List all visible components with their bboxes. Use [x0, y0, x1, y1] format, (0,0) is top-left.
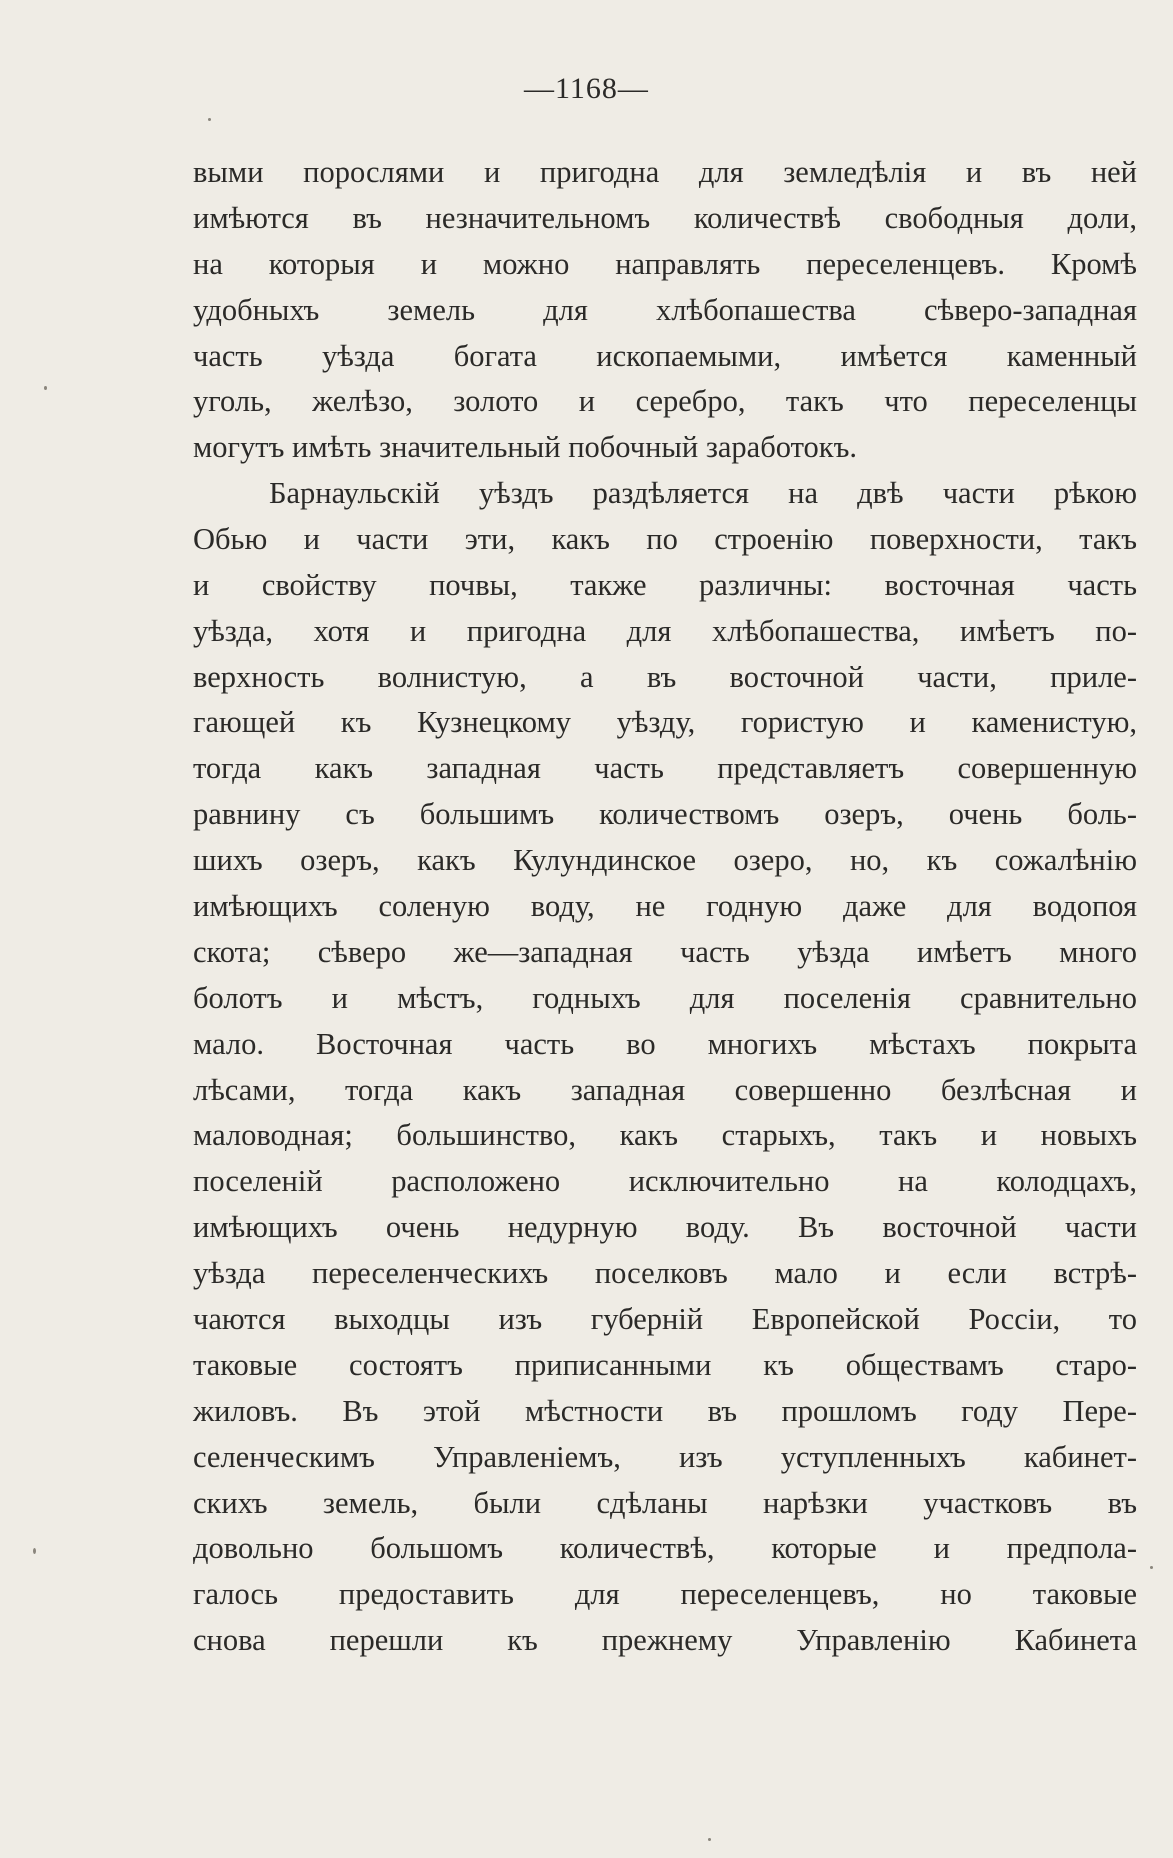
text-line: Обью и части эти, какъ по строенію поверхности, такъ: [193, 521, 1137, 556]
text-line: уѣзда переселенческихъ поселковъ мало и если встрѣ-: [193, 1256, 1137, 1291]
paragraph-2: [193, 471, 1137, 1664]
text-line: довольно большомъ количествѣ, которые и предпола-: [193, 1531, 1137, 1566]
text-line: на которыя и можно направлять переселенцевъ. Кромѣ: [193, 246, 1137, 281]
text-line: и свойству почвы, также различны: восточная часть: [193, 567, 1137, 602]
text-line: шихъ озеръ, какъ Кулундинское озеро, но, къ сожалѣнію: [193, 843, 1137, 878]
text-line: верхность волнистую, а въ восточной части, приле-: [193, 659, 1137, 694]
text-line: жиловъ. Въ этой мѣстности въ прошломъ году Пере-: [193, 1393, 1137, 1428]
text-line: имѣющихъ очень недурную воду. Въ восточной части: [193, 1210, 1137, 1245]
text-line: равнину съ большимъ количествомъ озеръ, очень боль-: [193, 797, 1137, 832]
text-line: имѣющихъ соленую воду, не годную даже для водопоя: [193, 889, 1137, 924]
text-line: могутъ имѣть значительный побочный заработокъ.: [193, 430, 857, 465]
text-line: мало. Восточная часть во многихъ мѣстахъ покрыта: [193, 1026, 1137, 1061]
paper-speck: [708, 1838, 711, 1841]
text-line: чаются выходцы изъ губерній Европейской Россіи, то: [193, 1302, 1137, 1337]
text-line: уѣзда, хотя и пригодна для хлѣбопашества, имѣетъ по-: [193, 613, 1137, 648]
page-number: —1168—: [524, 72, 649, 105]
paper-speck: [44, 386, 47, 390]
text-line: таковые состоятъ приписанными къ обществамъ старо-: [193, 1347, 1137, 1382]
paper-speck: [1150, 1566, 1153, 1569]
text-line: галось предоставить для переселенцевъ, но таковые: [193, 1577, 1137, 1612]
text-line: болотъ и мѣстъ, годныхъ для поселенія сравнительно: [193, 980, 1137, 1015]
text-line: селенческимъ Управленіемъ, изъ уступленныхъ кабинет-: [193, 1439, 1137, 1474]
text-line: тогда какъ западная часть представляетъ совершенную: [193, 751, 1137, 786]
text-line: лѣсами, тогда какъ западная совершенно безлѣсная и: [193, 1072, 1137, 1107]
paragraph-1: [193, 150, 1137, 471]
text-line: уголь, желѣзо, золото и серебро, такъ что переселенцы: [193, 384, 1137, 419]
text-line: Барнаульскій уѣздъ раздѣляется на двѣ части рѣкою: [269, 476, 1137, 510]
text-line: маловодная; большинство, какъ старыхъ, такъ и новыхъ: [193, 1118, 1137, 1153]
text-line: имѣются въ незначительномъ количествѣ свободныя доли,: [193, 200, 1137, 235]
paper-speck: [208, 118, 211, 121]
paper-speck: [33, 1548, 36, 1554]
text-line: часть уѣзда богата ископаемыми, имѣется каменный: [193, 338, 1137, 373]
text-line: выми порослями и пригодна для земледѣлія и въ ней: [193, 155, 1137, 189]
text-line: удобныхъ земель для хлѣбопашества сѣверо-западная: [193, 292, 1137, 327]
text-line: скота; сѣверо же—западная часть уѣзда имѣетъ много: [193, 934, 1137, 969]
text-line: гающей къ Кузнецкому уѣзду, гористую и каменистую,: [193, 705, 1137, 740]
text-line: снова перешли къ прежнему Управленію Кабинета: [193, 1623, 1137, 1658]
text-line: скихъ земель, были сдѣланы нарѣзки участковъ въ: [193, 1485, 1137, 1520]
text-line: поселеній расположено исключительно на колодцахъ,: [193, 1164, 1137, 1199]
